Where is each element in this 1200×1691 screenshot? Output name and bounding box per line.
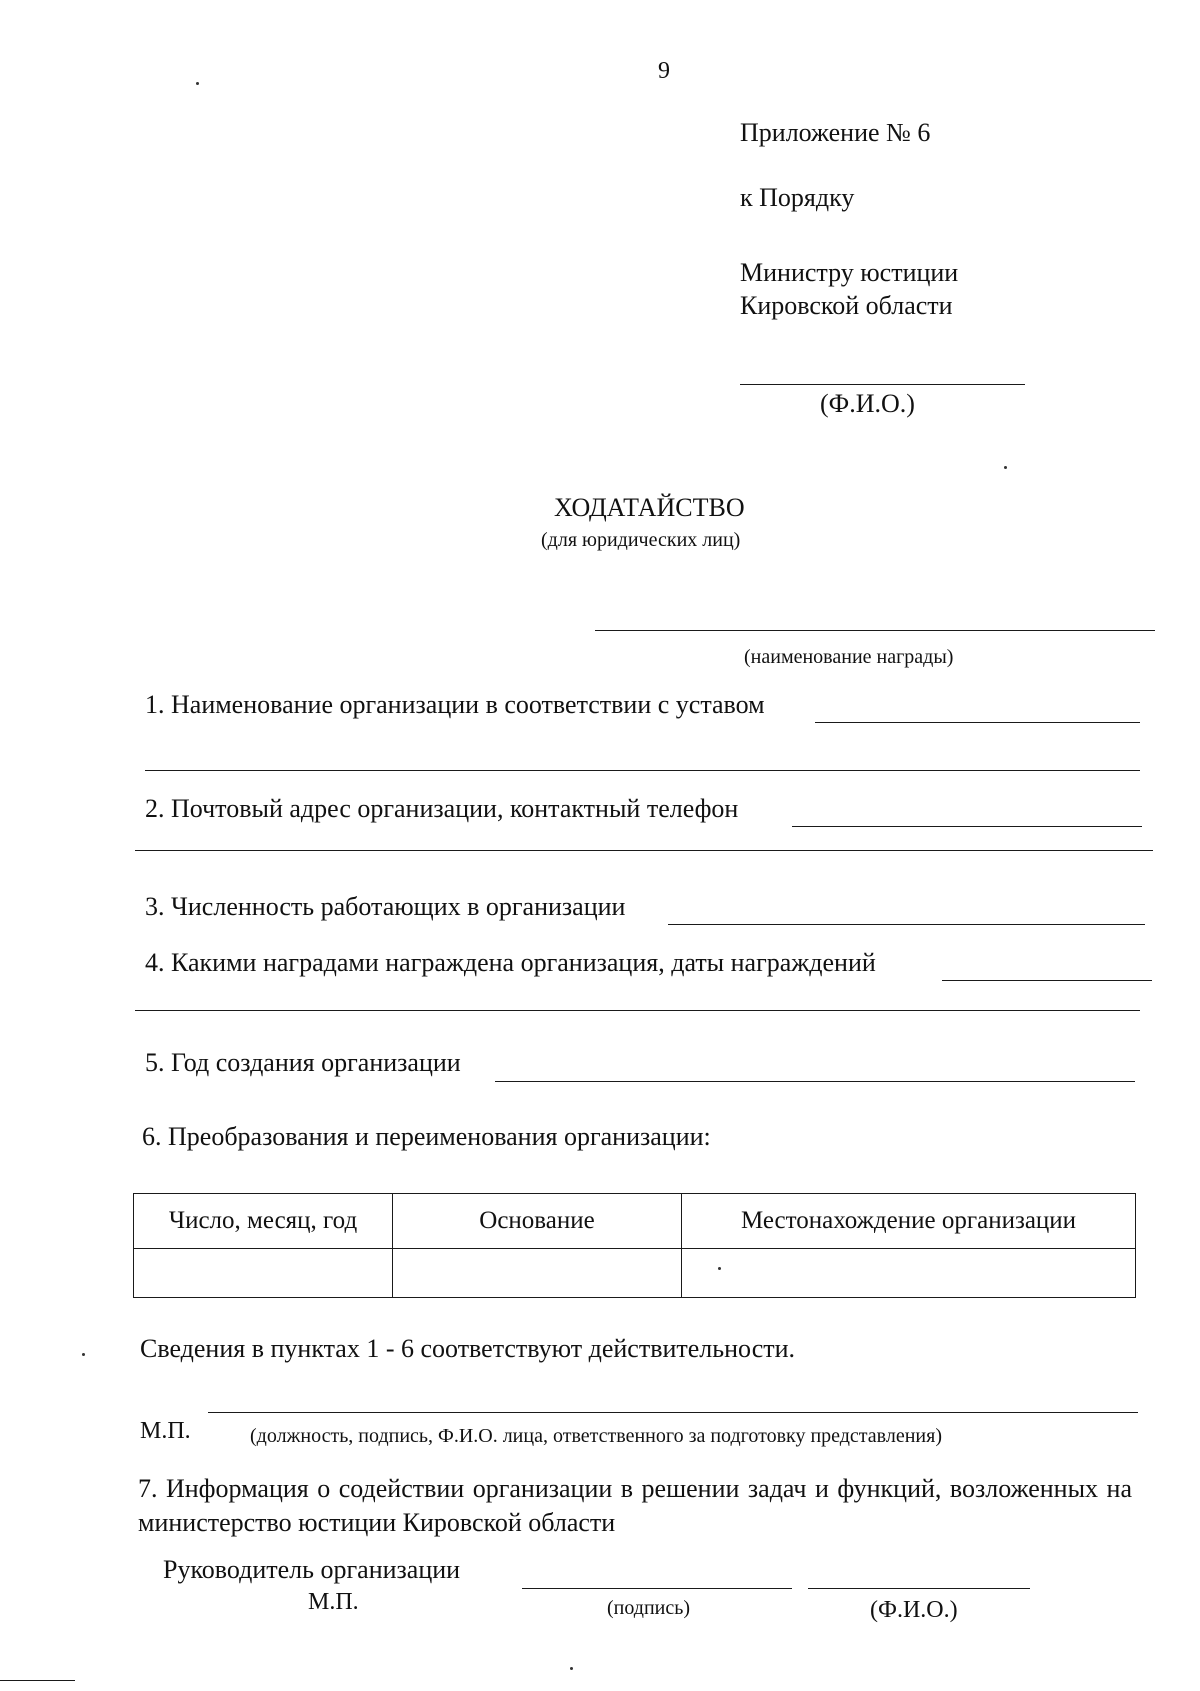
scan-speck	[570, 1667, 573, 1670]
addressee-line-2: Кировской области	[740, 291, 953, 320]
scan-speck	[718, 1267, 721, 1270]
scan-edge-mark	[0, 1680, 75, 1681]
fio-line	[808, 1588, 1030, 1589]
appendix-number: Приложение № 6	[740, 118, 931, 147]
appendix-reference: к Порядку	[740, 183, 855, 212]
item-1-continuation-line	[145, 770, 1140, 771]
stamp-place-label: М.П.	[140, 1418, 191, 1444]
addressee-fio-line	[740, 384, 1025, 385]
page-number: 9	[658, 58, 670, 84]
table-header-basis: Основание	[393, 1194, 682, 1249]
item-6-label: 6. Преобразования и переименования организации:	[142, 1122, 711, 1151]
award-name-caption: (наименование награды)	[744, 646, 954, 668]
responsible-person-line	[208, 1412, 1138, 1413]
item-2-fill-line	[792, 826, 1142, 827]
fio-caption: (Ф.И.О.)	[870, 1597, 958, 1623]
transformations-table	[133, 1193, 1136, 1298]
table-header-row	[134, 1194, 1136, 1249]
signature-line	[522, 1588, 792, 1589]
item-5-label: 5. Год создания организации	[145, 1048, 461, 1077]
table-header-date: Число, месяц, год	[134, 1194, 393, 1249]
item-4-fill-line	[942, 980, 1152, 981]
signature-stamp-label: М.П.	[308, 1589, 359, 1615]
scan-speck	[196, 82, 199, 85]
table-cell-basis	[393, 1249, 682, 1298]
scan-speck	[82, 1353, 85, 1356]
head-of-organization-label: Руководитель организации	[163, 1555, 461, 1584]
scan-speck	[1004, 466, 1007, 469]
item-3-fill-line	[668, 924, 1145, 925]
item-7-text: 7. Информация о содействии организации в решении задач и функций, возложенных на министерство юстиции Кировской области	[138, 1474, 1132, 1537]
item-4-label: 4. Какими наградами награждена организация, даты награждений	[145, 948, 876, 977]
item-5-fill-line	[495, 1081, 1135, 1082]
table-row	[134, 1249, 1136, 1298]
item-1-fill-line	[815, 722, 1140, 723]
addressee-fio-caption: (Ф.И.О.)	[820, 389, 915, 418]
addressee-line-1: Министру юстиции	[740, 258, 959, 287]
item-2-label: 2. Почтовый адрес организации, контактный телефон	[145, 794, 739, 823]
item-4-continuation-line	[135, 1010, 1140, 1011]
responsible-person-caption: (должность, подпись, Ф.И.О. лица, ответственного за подготовку представления)	[250, 1425, 942, 1447]
confirmation-statement: Сведения в пунктах 1 - 6 соответствуют действительности.	[140, 1334, 796, 1363]
item-1-label: 1. Наименование организации в соответствии с уставом	[145, 690, 765, 719]
signature-caption: (подпись)	[607, 1597, 691, 1619]
table-header-location: Местонахождение организации	[682, 1194, 1136, 1249]
table-cell-location	[682, 1249, 1136, 1298]
item-3-label: 3. Численность работающих в организации	[145, 892, 626, 921]
item-2-continuation-line	[135, 850, 1153, 851]
document-title: ХОДАТАЙСТВО	[554, 493, 745, 522]
table-cell-date	[134, 1249, 393, 1298]
award-name-line	[595, 630, 1155, 631]
document-subtitle: (для юридических лиц)	[541, 529, 741, 551]
